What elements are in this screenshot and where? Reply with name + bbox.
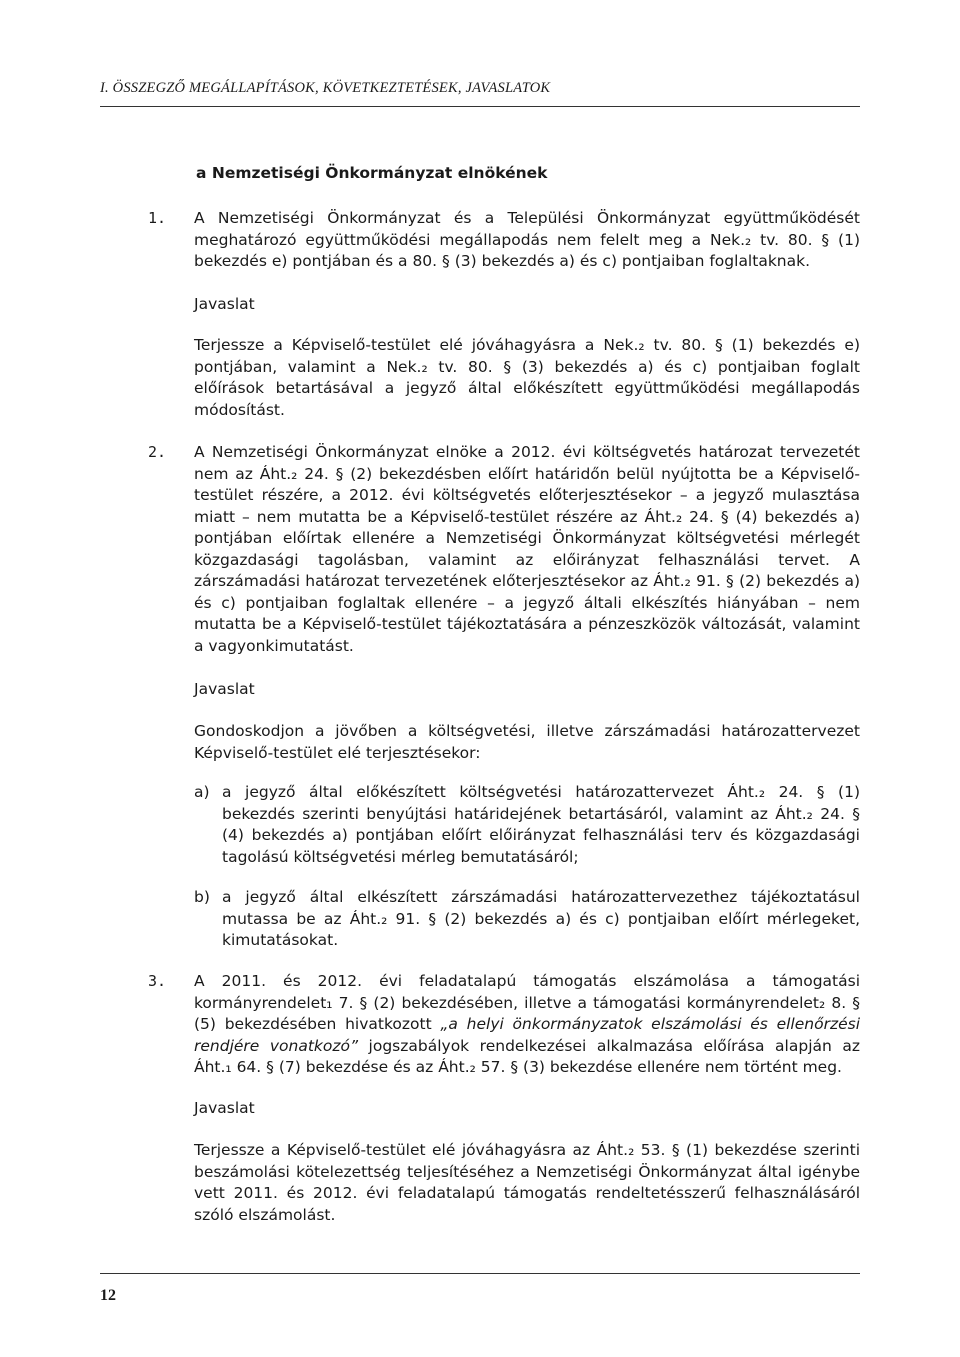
recommendation-text: Gondoskodjon a jövőben a költségvetési, illetve zárszámadási határozattervezet Képviselő-testület elé terjesztésekor: (194, 722, 860, 762)
recommendation-label: Javaslat (194, 680, 255, 698)
recommendation-label: Javaslat (194, 1099, 255, 1117)
finding-text-part: jogszabályok rendelkezései alkalmazása előírása alapján az Áht.₁ 64. § (7) bekezdése és az Áht.₂ 57. § (3) bekezdése ellenére nem történt meg. (194, 1036, 860, 1076)
footer-divider (100, 1273, 860, 1274)
finding-number: 1. (148, 209, 167, 227)
finding-number: 2. (148, 443, 167, 461)
running-header: I. ÖSSZEGZŐ MEGÁLLAPÍTÁSOK, KÖVETKEZTETÉSEK, JAVASLATOK (100, 78, 860, 107)
finding-text-part: A 2011. és 2012. évi feladatalapú támogatás elszámolása a támogatási kormányrendelet₁ 7. § (2) bekezdésében, illetve a támogatási kormányrendelet₂ 8. § (5) bekezdésében hivatkozott (194, 972, 860, 1033)
finding-number: 3. (148, 972, 167, 990)
sub-item-letter: a) (194, 783, 210, 801)
section-subtitle: a Nemzetiségi Önkormányzat elnökének (196, 164, 548, 182)
quoted-regulation: „a helyi önkormányzatok elszámolási és ellenőrzési rendjére vonatkozó” (194, 1015, 860, 1055)
finding-text: A Nemzetiségi Önkormányzat elnöke a 2012. évi költségvetés határozat tervezetét nem az Áht.₂ 24. § (2) bekezdésben előírt határidőn belül nyújtotta be a Képviselő-testület részére, a 2012. évi költségvetés előterjesztésekor – a jegyző mulasztása miatt – nem mutatta be a Képviselő-testület részére az Áht.₂ 24. § (4) bekezdés a) pontjában előírtak ellenére a Nemzetiségi Önkormányzat költségvetési mérlegét közgazdasági tagolásban, valamint az előirányzat felhasználási tervet. A zárszámadási határozat tervezetének előterjesztésekor az Áht.₂ 91. § (2) bekezdés a) és c) pontjaiban foglaltak ellenére – a jegyző általi elkészítés hiányában – nem mutatta be a Képviselő-testület tájékoztatására a pénzeszközök változását, valamint a vagyonkimutatást. (194, 443, 860, 655)
sub-item-text: a jegyző által elkészített zárszámadási határozattervezethez tájékoztatásul mutassa be az Áht.₂ 91. § (2) bekezdés a) és c) pontjaiban előírt mérlegeket, kimutatásokat. (222, 888, 860, 949)
recommendation-text: Terjessze a Képviselő-testület elé jóváhagyásra a Nek.₂ tv. 80. § (1) bekezdés e) pontjában, valamint a Nek.₂ tv. 80. § (3) bekezdés a) és c) pontjaiban foglalt előírások betartásával a jegyző által előkészített együttműködési megállapodás módosítást. (194, 336, 860, 419)
finding-text: A Nemzetiségi Önkormányzat és a Települési Önkormányzat együttműködését meghatározó együttműködési megállapodás nem felelt meg a Nek.₂ tv. 80. § (1) bekezdés e) pontjában és a 80. § (3) bekezdés a) és c) pontjaiban foglaltaknak. (194, 209, 860, 270)
recommendation-label: Javaslat (194, 295, 255, 313)
sub-item-letter: b) (194, 888, 210, 906)
finding-text (194, 971, 860, 1079)
sub-item-text: a jegyző által előkészített költségvetési határozattervezet Áht.₂ 24. § (1) bekezdés szerinti benyújtási határidejének betartásáról, valamint az Áht.₂ 24. § (4) bekezdés a) pontjában előírt előirányzat felhasználási terv és közgazdasági tagolású költségvetési mérleg bemutatásáról; (222, 783, 860, 866)
recommendation-text: Terjessze a Képviselő-testület elé jóváhagyásra az Áht.₂ 53. § (1) bekezdése szerinti beszámolási kötelezettség teljesítéséhez a Nemzetiségi Önkormányzat által igénybe vett 2011. és 2012. évi feladatalapú támogatás rendeltetésszerű felhasználásáról szóló elszámolást. (194, 1141, 860, 1224)
page-number: 12 (100, 1287, 116, 1304)
